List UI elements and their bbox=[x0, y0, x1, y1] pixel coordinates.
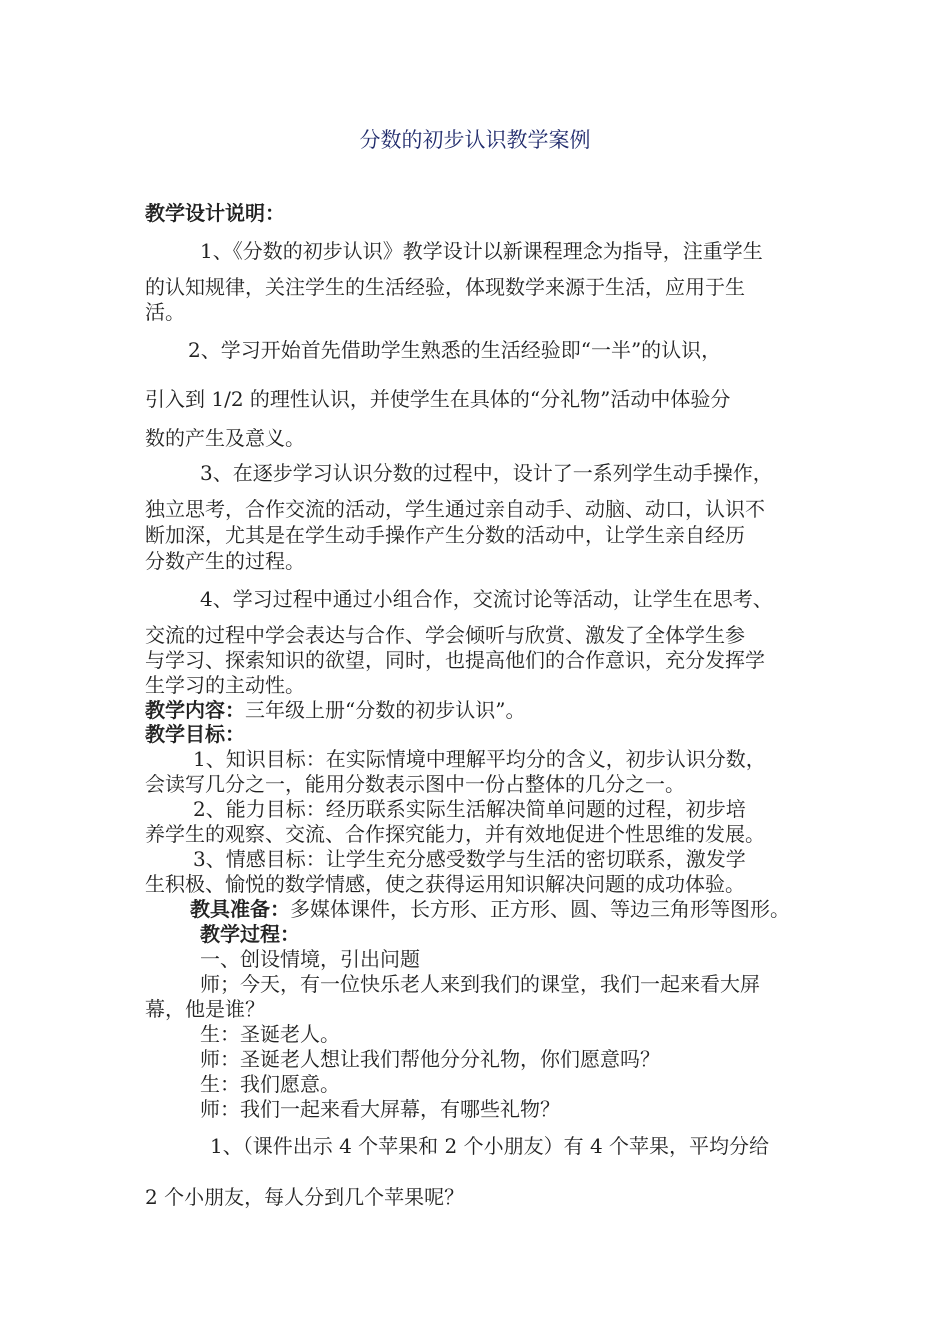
question-1-line2: 2 个小朋友，每人分到几个苹果呢？ bbox=[145, 1185, 465, 1209]
content-label: 教学内容： bbox=[145, 698, 245, 722]
goals-heading: 教学目标： bbox=[145, 722, 245, 746]
goal2-line1: 2、能力目标：经历联系实际生活解决简单问题的过程，初步培 bbox=[193, 797, 746, 821]
document-title: 分数的初步认识教学案例 bbox=[359, 128, 591, 152]
goal1-line2: 会读写几分之一，能用分数表示图中一份占整体的几分之一。 bbox=[145, 772, 685, 796]
goal3-line2: 生积极、愉悦的数学情感，使之获得运用知识解决问题的成功体验。 bbox=[145, 872, 745, 896]
design-p2-line3: 数的产生及意义。 bbox=[145, 426, 305, 450]
goal2-line2: 养学生的观察、交流、合作探究能力，并有效地促进个性思维的发展。 bbox=[145, 822, 765, 846]
goal1-line1: 1、知识目标：在实际情境中理解平均分的含义，初步认识分数， bbox=[193, 747, 766, 771]
design-p1-line1: 1、《分数的初步认识》教学设计以新课程理念为指导，注重学生 bbox=[200, 239, 763, 263]
design-p4-line4: 生学习的主动性。 bbox=[145, 673, 305, 697]
question-1-line1: 1、（课件出示 4 个苹果和 2 个小朋友）有 4 个苹果，平均分给 bbox=[210, 1134, 770, 1158]
design-p1-line2: 的认知规律，关注学生的生活经验，体现数学来源于生活，应用于生 bbox=[145, 275, 745, 299]
content-line bbox=[145, 697, 525, 723]
design-p4-line3: 与学习、探索知识的欲望，同时，也提高他们的合作意识，充分发挥学 bbox=[145, 648, 765, 672]
prep-text: 多媒体课件，长方形、正方形、圆、等边三角形等图形。 bbox=[290, 897, 790, 921]
design-p4-line2: 交流的过程中学会表达与合作、学会倾听与欣赏、激发了全体学生参 bbox=[145, 623, 745, 647]
design-p3-line4: 分数产生的过程。 bbox=[145, 549, 305, 573]
process-heading: 教学过程： bbox=[200, 922, 300, 946]
prep-label: 教具准备： bbox=[190, 897, 290, 921]
design-p3-line1: 3、在逐步学习认识分数的过程中，设计了一系列学生动手操作， bbox=[200, 461, 773, 485]
design-p3-line3: 断加深，尤其是在学生动手操作产生分数的活动中，让学生亲自经历 bbox=[145, 523, 745, 547]
design-p2-line1: 2、学习开始首先借助学生熟悉的生活经验即“一半”的认识， bbox=[188, 338, 722, 362]
design-heading: 教学设计说明： bbox=[145, 201, 285, 225]
design-p3-line2: 独立思考，合作交流的活动，学生通过亲自动手、动脑、动口，认识不 bbox=[145, 497, 765, 521]
teacher-line-3: 师：我们一起来看大屏幕，有哪些礼物？ bbox=[200, 1097, 560, 1121]
student-line-2: 生：我们愿意。 bbox=[200, 1072, 340, 1096]
design-p4-line1: 4、学习过程中通过小组合作，交流讨论等活动，让学生在思考、 bbox=[200, 587, 773, 611]
student-line-1: 生：圣诞老人。 bbox=[200, 1022, 340, 1046]
goal3-line1: 3、情感目标：让学生充分感受数学与生活的密切联系，激发学 bbox=[193, 847, 746, 871]
teacher-line-1a: 师；今天，有一位快乐老人来到我们的课堂，我们一起来看大屏 bbox=[200, 972, 760, 996]
teacher-line-1b: 幕，他是谁？ bbox=[145, 997, 265, 1021]
content-text: 三年级上册“分数的初步认识”。 bbox=[245, 698, 526, 722]
design-p2-line2: 引入到 1/2 的理性认识，并使学生在具体的“分礼物”活动中体验分 bbox=[145, 387, 731, 411]
process-section-1: 一、创设情境，引出问题 bbox=[200, 947, 420, 971]
design-p1-line3: 活。 bbox=[145, 300, 185, 324]
prep-line bbox=[190, 896, 790, 922]
teacher-line-2: 师：圣诞老人想让我们帮他分分礼物，你们愿意吗？ bbox=[200, 1047, 660, 1071]
